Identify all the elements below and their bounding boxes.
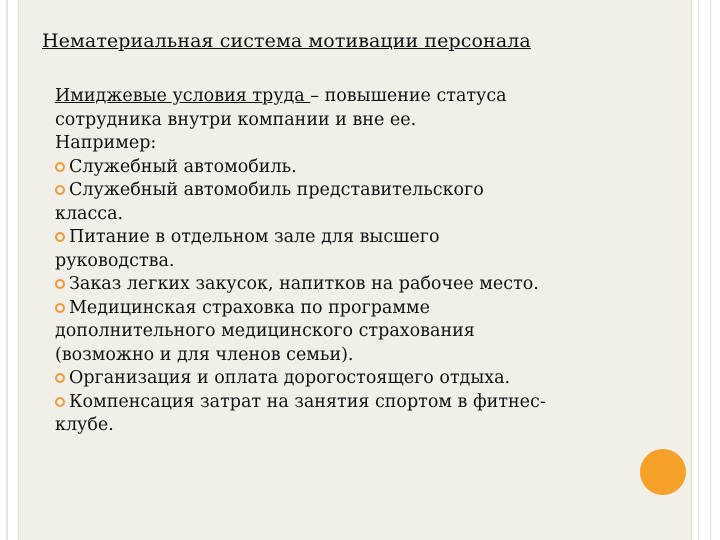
intro-rest: – повышение статуса [310, 86, 507, 106]
left-border-line [6, 0, 8, 540]
list-item-text: Заказ легких закусок, напитков на рабочее место. [69, 274, 539, 294]
slide-body [55, 85, 615, 438]
list-item [55, 367, 615, 391]
ring-bullet-icon [55, 373, 65, 383]
list-item-text: класса. [55, 203, 124, 224]
ring-bullet-icon [55, 279, 65, 289]
ring-bullet-icon [55, 303, 65, 313]
list-item-text: Служебный автомобиль представительского [69, 180, 484, 200]
list-item [55, 179, 615, 226]
list-item [55, 297, 615, 368]
intro-line [55, 85, 615, 109]
ring-bullet-icon [55, 162, 65, 172]
list-item-text: Организация и оплата дорогостоящего отдыха. [69, 368, 511, 388]
list-item [55, 391, 615, 438]
list-item-text: клубе. [55, 415, 114, 435]
example-label: Например: [55, 133, 157, 153]
intro-line-2: сотрудника внутри компании и вне ее. [55, 109, 417, 130]
list-item-text: Питание в отдельном зале для высшего [69, 227, 440, 247]
list-item-text: Медицинская страховка по программе [69, 297, 430, 318]
list-item [55, 156, 615, 180]
intro-term: Имиджевые условия труда [55, 86, 311, 106]
list-item-text: (возможно и для членов семьи). [55, 344, 354, 365]
right-border-line-outer [710, 0, 711, 540]
orange-circle-decoration [640, 449, 686, 495]
right-border-line [698, 0, 699, 540]
ring-bullet-icon [55, 232, 65, 242]
ring-bullet-icon [55, 397, 65, 407]
slide-title: Нематериальная система мотивации персонала [42, 30, 531, 52]
list-item-text: Компенсация затрат на занятия спортом в фитнес- [69, 391, 546, 412]
list-item-text: дополнительного медицинского страхования [55, 321, 475, 341]
list-item-text: руководства. [55, 250, 175, 271]
ring-bullet-icon [55, 185, 65, 195]
list-item [55, 226, 615, 273]
list-item [55, 273, 615, 297]
list-item-text: Служебный автомобиль. [69, 156, 297, 177]
